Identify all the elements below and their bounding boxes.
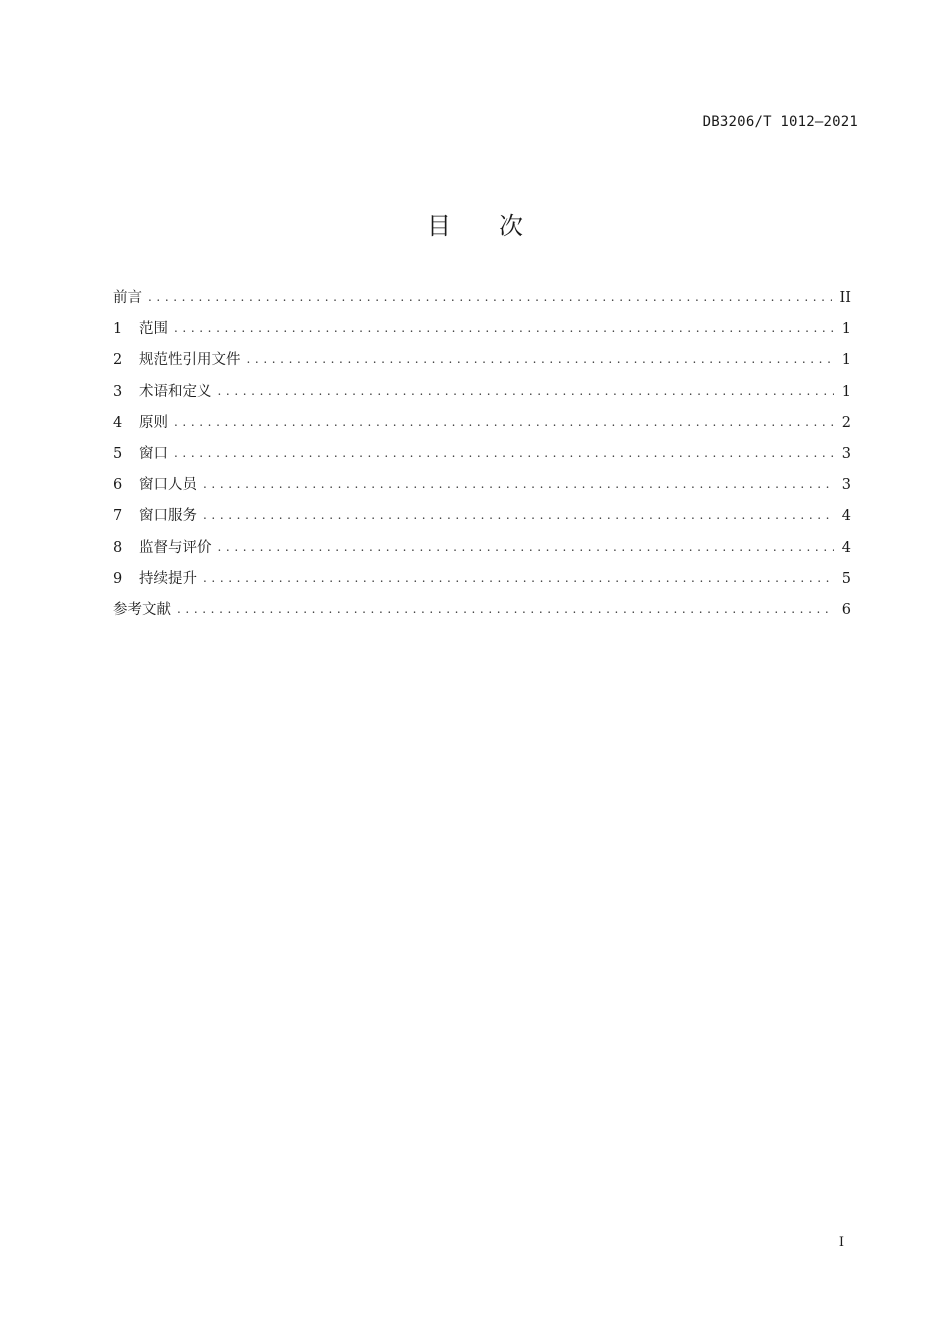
toc-entry-title: 规范性引用文件 xyxy=(139,352,241,369)
toc-dot-leader xyxy=(247,348,834,370)
toc-entry-page: 4 xyxy=(841,508,851,525)
toc-entry-page: 1 xyxy=(841,321,851,338)
toc-dot-leader xyxy=(177,598,834,620)
toc-entry-7[interactable] xyxy=(113,505,851,536)
toc-dot-leader xyxy=(203,567,834,589)
toc-entry-number: 4 xyxy=(113,414,123,431)
toc-entry-title: 参考文献 xyxy=(113,601,171,618)
toc-entry-3[interactable] xyxy=(113,381,851,412)
toc-entry-references[interactable] xyxy=(113,599,851,630)
toc-dot-leader xyxy=(174,411,834,433)
toc-dot-leader xyxy=(218,536,834,558)
toc-entry-title: 原则 xyxy=(139,414,168,431)
toc-entry-number: 2 xyxy=(113,352,123,369)
toc-dot-leader xyxy=(218,380,834,402)
toc-entry-title: 监督与评价 xyxy=(139,539,212,556)
toc-entry-number: 9 xyxy=(113,570,123,587)
toc-entry-title: 窗口人员 xyxy=(139,477,197,494)
page-title: 目次 xyxy=(427,212,571,240)
toc-entry-page: 6 xyxy=(841,601,851,618)
toc-entry-page: II xyxy=(839,290,851,306)
toc-entry-number: 1 xyxy=(113,321,123,338)
toc-entry-page: 1 xyxy=(841,352,851,369)
toc-entry-number: 3 xyxy=(113,383,123,400)
toc-entry-number: 5 xyxy=(113,445,123,462)
toc-entry-5[interactable] xyxy=(113,443,851,474)
toc-entry-page: 3 xyxy=(841,477,851,494)
toc-entry-2[interactable] xyxy=(113,349,851,380)
toc-dot-leader xyxy=(148,286,832,308)
toc-entry-page: 2 xyxy=(841,414,851,431)
toc-entry-page: 4 xyxy=(841,539,851,556)
toc-entry-page: 5 xyxy=(841,570,851,587)
toc-dot-leader xyxy=(203,473,834,495)
toc-entry-number: 7 xyxy=(113,508,123,525)
toc-entry-number: 8 xyxy=(113,539,123,556)
toc-entry-1[interactable] xyxy=(113,318,851,349)
toc-entry-title: 持续提升 xyxy=(139,570,197,587)
document-code: DB3206/T 1012—2021 xyxy=(702,114,858,130)
toc-dot-leader xyxy=(174,317,834,339)
toc-dot-leader xyxy=(203,504,834,526)
toc-entry-9[interactable] xyxy=(113,568,851,599)
toc-entry-6[interactable] xyxy=(113,474,851,505)
toc-entry-title: 前言 xyxy=(113,290,142,306)
toc-entry-title: 范围 xyxy=(139,321,168,338)
toc-entry-page: 1 xyxy=(841,383,851,400)
toc-entry-foreword[interactable] xyxy=(113,287,851,318)
toc-dot-leader xyxy=(174,442,834,464)
toc-entry-title: 窗口服务 xyxy=(139,508,197,525)
table-of-contents xyxy=(113,287,851,630)
toc-entry-8[interactable] xyxy=(113,537,851,568)
toc-entry-4[interactable] xyxy=(113,412,851,443)
page-number: I xyxy=(838,1235,844,1250)
toc-entry-number: 6 xyxy=(113,477,123,494)
toc-entry-title: 窗口 xyxy=(139,445,168,462)
toc-entry-page: 3 xyxy=(841,445,851,462)
toc-entry-title: 术语和定义 xyxy=(139,383,212,400)
